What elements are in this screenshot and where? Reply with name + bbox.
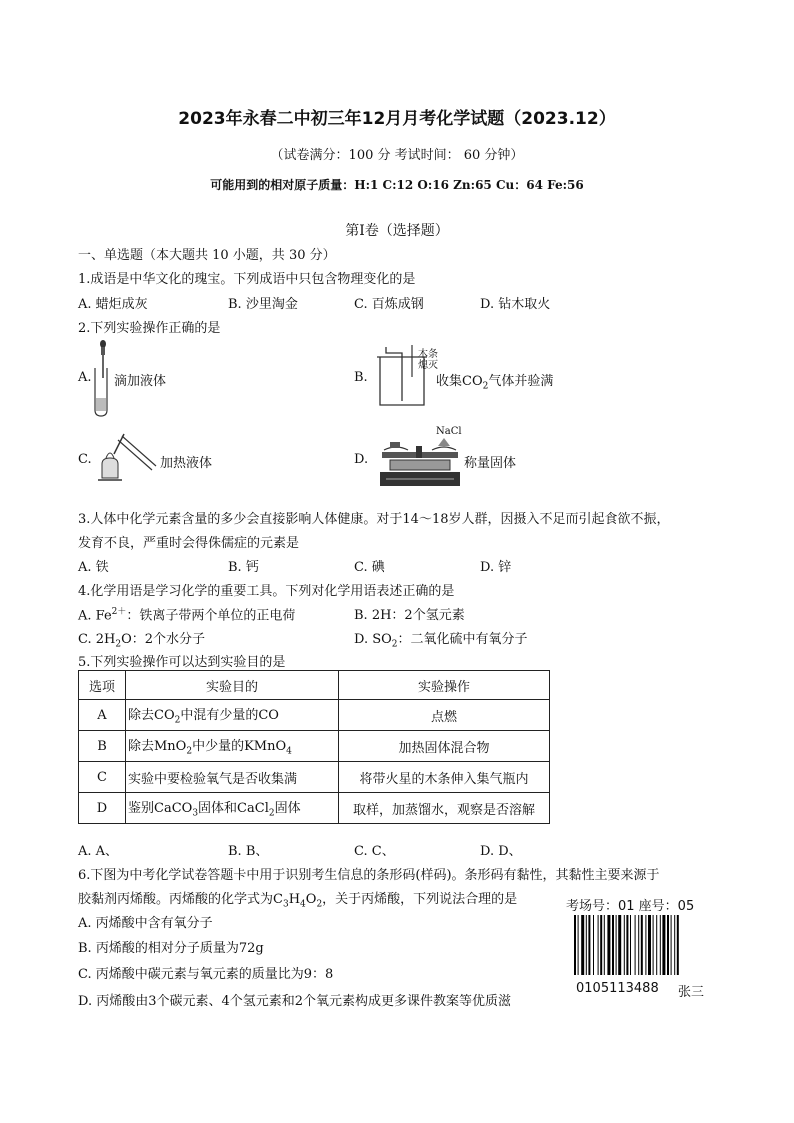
barcode-bar	[671, 915, 672, 975]
dropper-tube-illustration	[90, 338, 114, 418]
table-header-row	[79, 671, 550, 700]
table-cell-goal: 除去MnO$_2$中少量的KMnO$_4$	[126, 731, 339, 762]
table-cell-goal: 除去$CO_2$中混有少量的CO	[126, 700, 339, 731]
barcode-bar	[618, 915, 621, 975]
q4-option-b: B. 2H：2个氢元素	[354, 608, 465, 623]
q2-option-d-letter: D.	[354, 452, 369, 467]
q1-option-b: B. 沙里淘金	[228, 297, 298, 312]
heating-tube-illustration	[94, 428, 160, 484]
barcode-bar	[674, 915, 675, 975]
barcode-bar	[677, 915, 679, 975]
barcode-bar	[626, 915, 628, 975]
barcode-bar	[574, 915, 576, 975]
q6-option-d: D. 丙烯酸由3个碳元素、4个氢元素和2个氧元素构成更多课件教案等优质滋	[78, 994, 512, 1009]
q1-option-a: A. 蜡炬成灰	[78, 297, 148, 312]
q3-option-d: D. 锌	[480, 560, 512, 575]
section-intro: 一、单选题（本大题共 10 小题，共 30 分）	[78, 248, 336, 263]
q2-stem: 2.下列实验操作正确的是	[78, 321, 221, 336]
table-cell-option: B	[79, 731, 126, 762]
q1-stem: 1.成语是中华文化的瑰宝。下列成语中只包含物理变化的是	[78, 272, 416, 287]
q2-option-b-letter: B.	[354, 370, 368, 385]
q4-option-a: A. $Fe^{2+}$：铁离子带两个单位的正电荷	[78, 607, 296, 624]
balance-illustration	[376, 434, 464, 492]
q6-option-c: C. 丙烯酸中碳元素与氧元素的质量比为9：8	[78, 967, 334, 982]
barcode-bar	[604, 915, 605, 975]
q2-option-d-text: 称量固体	[464, 456, 517, 471]
barcode-bar	[581, 915, 584, 975]
table-cell-goal: 实验中要检验氧气是否收集满	[126, 762, 339, 793]
table-cell-operation: 将带火星的木条伸入集气瓶内	[339, 762, 550, 793]
q2-option-c-text: 加热液体	[160, 456, 213, 471]
table-cell-operation: 点燃	[339, 700, 550, 731]
table-cell-goal: 鉴别CaCO$_3$固体和CaCl$_2$固体	[126, 793, 339, 824]
atomic-masses: 可能用到的相对原子质量：H:1 C:12 O:16 Zn:65 Cu：64 Fe:56	[210, 178, 584, 192]
barcode-bar	[648, 915, 651, 975]
q6-option-a: A. 丙烯酸中含有氧分子	[78, 916, 213, 931]
barcode-bar	[588, 915, 590, 975]
q6-option-b: B. 丙烯酸的相对分子质量为72g	[78, 941, 264, 956]
barcode-sample	[566, 893, 716, 1005]
exam-info: （试卷满分：100 分 考试时间： 60 分钟）	[270, 148, 524, 163]
table-row	[79, 762, 550, 793]
table-cell-operation: 加热固体混合物	[339, 731, 550, 762]
q5-option-a: A. A、	[78, 844, 119, 859]
q5-option-d: D. D、	[480, 844, 522, 859]
barcode-bar	[612, 915, 614, 975]
q1-option-d: D. 钻木取火	[480, 297, 551, 312]
q6-stem-line1: 6.下图为中考化学试卷答题卡中用于识别考生信息的条形码(样码)。条形码有黏性，其黏性主要来源于	[78, 868, 660, 883]
table-cell-option: C	[79, 762, 126, 793]
barcode-bar	[586, 915, 587, 975]
barcode-bar	[616, 915, 617, 975]
q2-b-label: 木条	[418, 349, 438, 360]
barcode-number: 0105113488	[576, 981, 659, 996]
barcode-bar	[645, 915, 646, 975]
barcode-bar	[578, 915, 579, 975]
barcode-bar	[598, 915, 599, 975]
barcode-bar	[656, 915, 657, 975]
q4-option-d: D. $SO_2$：二氧化硫中有氧分子	[354, 632, 528, 650]
q2-option-a-letter: A.	[78, 370, 92, 385]
q2-d-label: NaCl	[436, 426, 462, 437]
q3-stem-line2: 发育不良，严重时会得侏儒症的元素是	[78, 536, 300, 551]
barcode-bar	[630, 915, 631, 975]
q2-option-c-letter: C.	[78, 452, 92, 467]
table-cell-option: A	[79, 700, 126, 731]
page-title: 2023年永春二中初三年12月月考化学试题（2023.12）	[178, 109, 616, 129]
q3-option-a: A. 铁	[78, 560, 109, 575]
q2-b-label2: 熄灭	[418, 360, 438, 371]
q2-option-b-text: 收集$CO_2$气体并验满	[436, 374, 554, 392]
q4-stem: 4.化学用语是学习化学的重要工具。下列对化学用语表述正确的是	[78, 584, 455, 599]
q5-option-c: C. C、	[354, 844, 395, 859]
barcode-bar	[624, 915, 625, 975]
q3-stem-line1: 3.人体中化学元素含量的多少会直接影响人体健康。对于14～18岁人群，因摄入不足而引起食欲不振，	[78, 512, 670, 527]
barcode-bar	[635, 915, 636, 975]
table-cell-operation: 取样，加蒸馏水，观察是否溶解	[339, 793, 550, 824]
barcode-bar	[660, 915, 661, 975]
barcode-bar	[667, 915, 669, 975]
q1-option-c: C. 百炼成钢	[354, 297, 424, 312]
q5-stem: 5.下列实验操作可以达到实验目的是	[78, 655, 286, 670]
q5-table	[78, 670, 550, 824]
barcode-bar	[593, 915, 594, 975]
table-header-option: 选项	[79, 671, 126, 700]
barcode-bar	[653, 915, 654, 975]
table-row	[79, 793, 550, 824]
q3-option-c: C. 碘	[354, 560, 385, 575]
barcode-seat-info: 考场号：01 座号：05	[566, 899, 695, 914]
barcode-bar	[641, 915, 643, 975]
barcode-bar	[607, 915, 610, 975]
q5-option-b: B. B、	[228, 844, 269, 859]
q2-option-a-text: 滴加液体	[114, 374, 167, 389]
table-header-operation: 实验操作	[339, 671, 550, 700]
barcode-name: 张三	[678, 985, 705, 1000]
barcode-bar	[600, 915, 602, 975]
q4-option-c: C. $2H_2O$：2个水分子	[78, 632, 206, 650]
q3-option-b: B. 钙	[228, 560, 259, 575]
barcode-bar	[638, 915, 639, 975]
q6-stem-line2: 胶黏剂丙烯酸。丙烯酸的化学式为$C_3H_4O_2$，关于丙烯酸，下列说法合理的是	[78, 892, 518, 910]
table-row	[79, 700, 550, 731]
table-row	[79, 731, 550, 762]
barcode-bars	[574, 915, 706, 975]
barcode-bar	[662, 915, 665, 975]
section-title: 第Ⅰ卷（选择题）	[345, 223, 449, 239]
table-cell-option: D	[79, 793, 126, 824]
table-header-goal: 实验目的	[126, 671, 339, 700]
